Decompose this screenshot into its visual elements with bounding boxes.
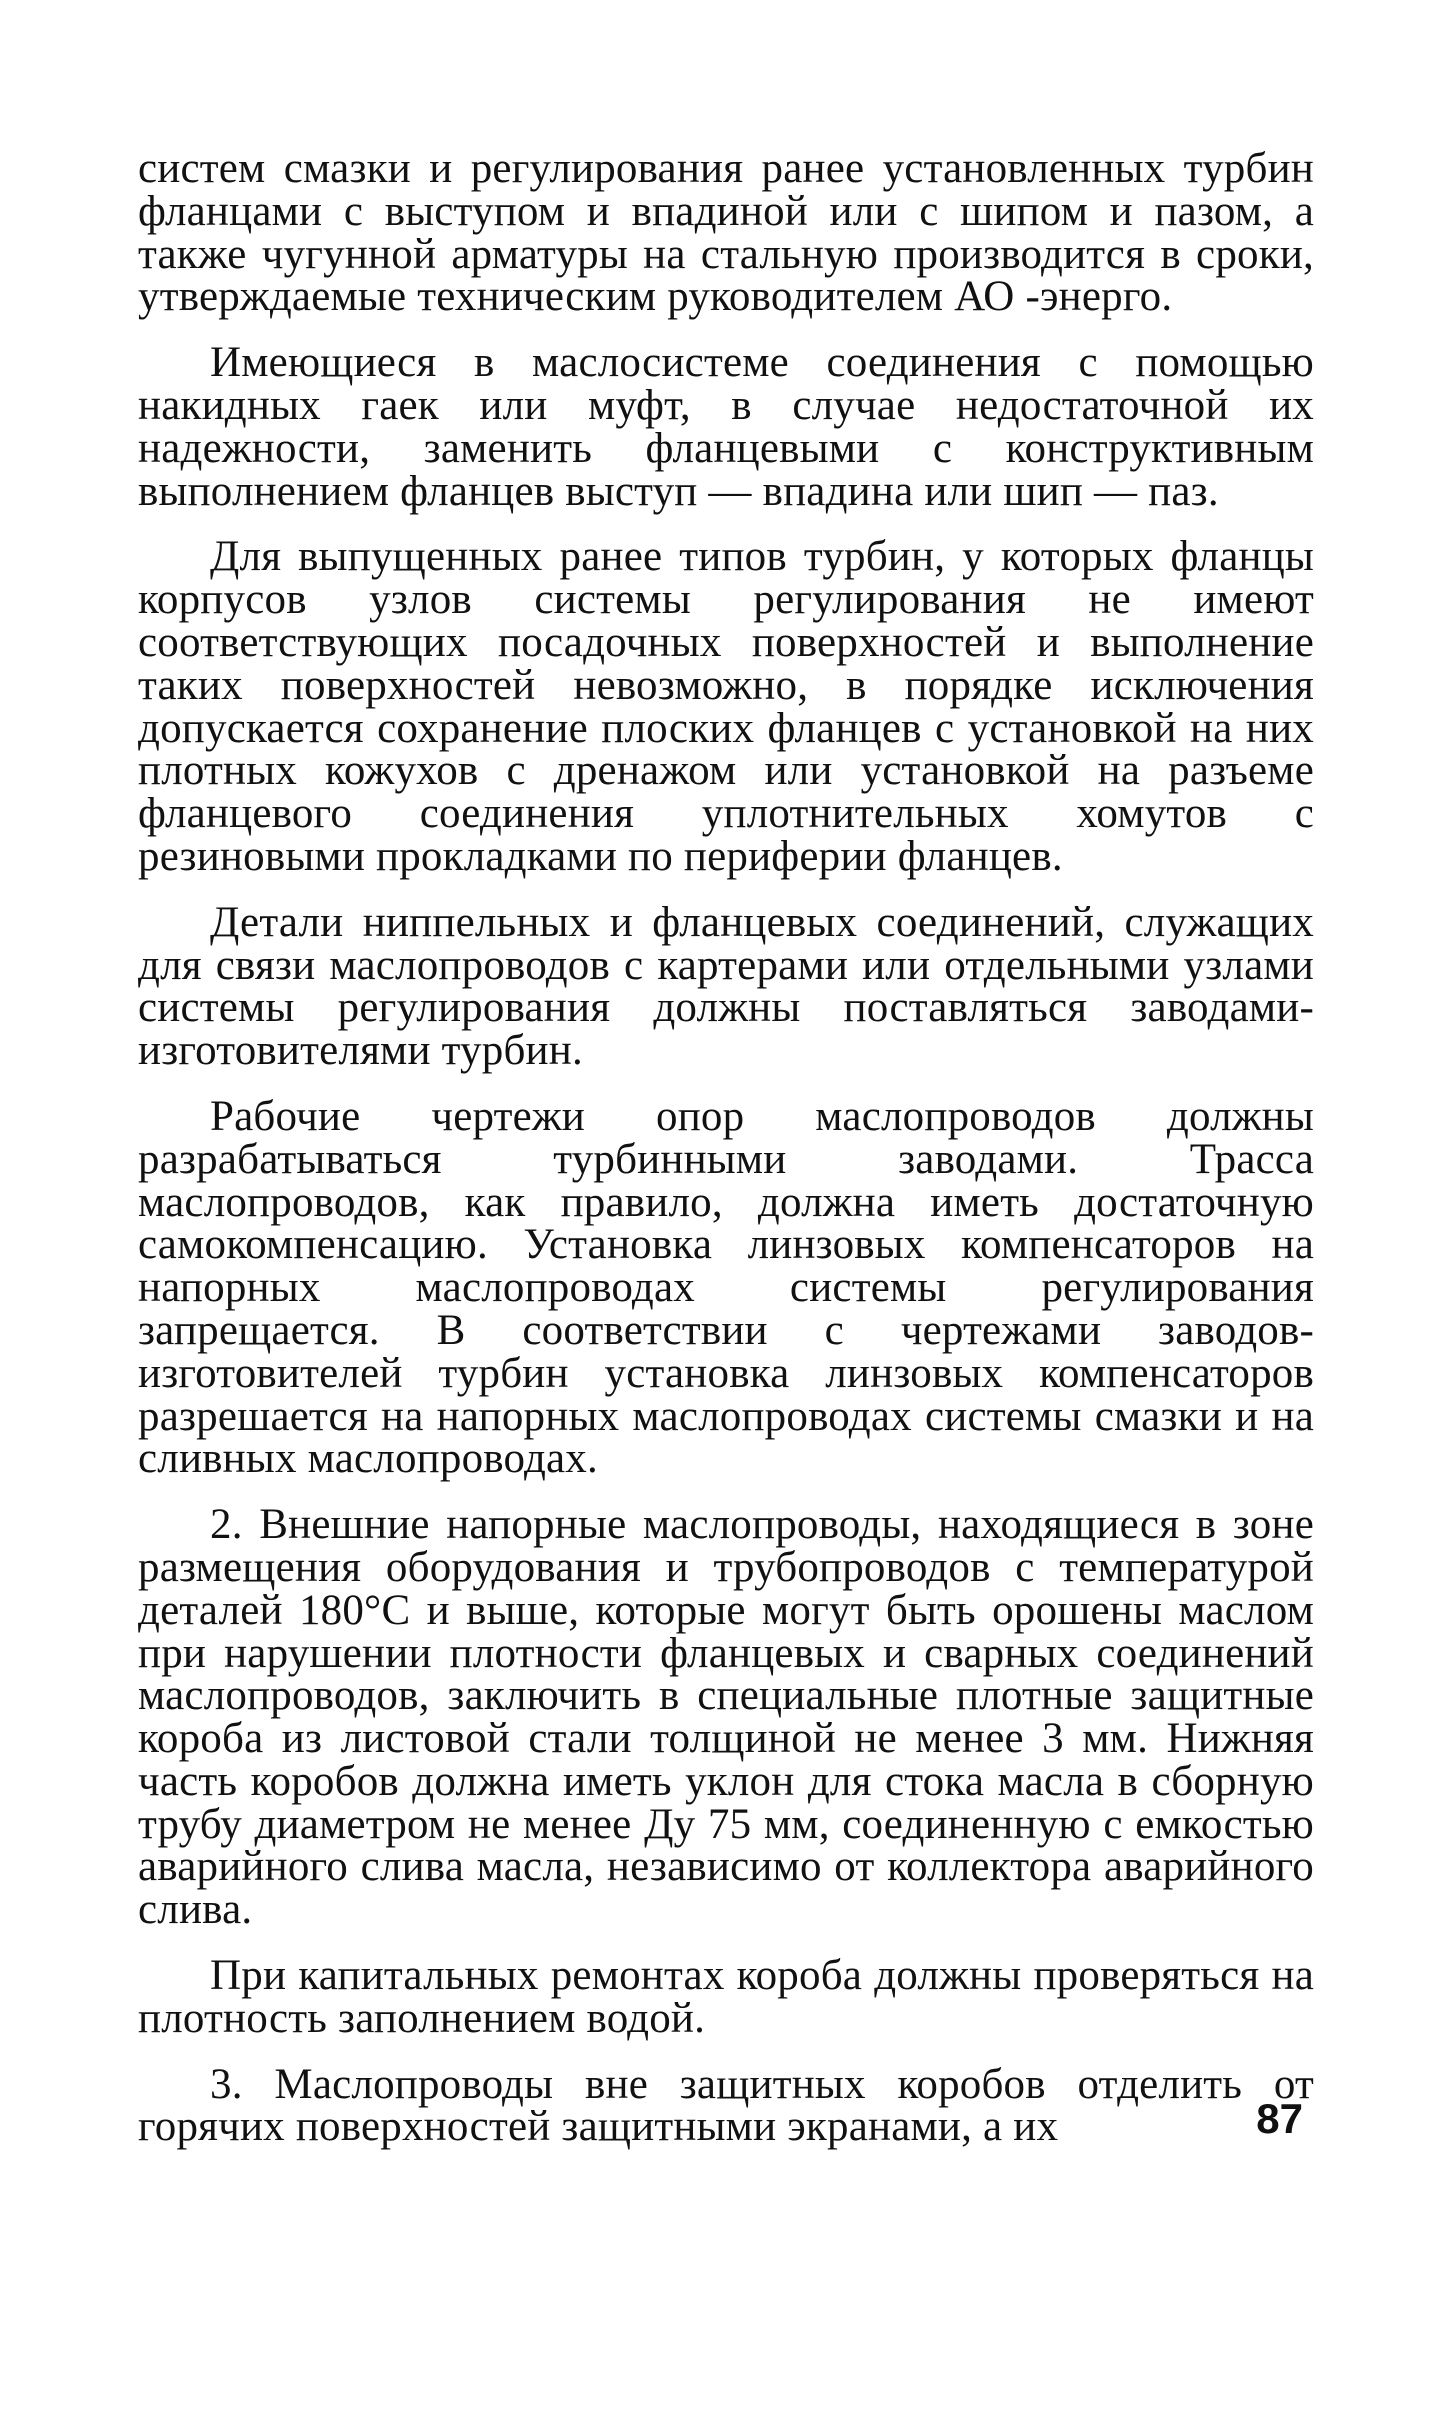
document-page [138,145,1314,2172]
paragraph-flanges: Для выпущенных ранее типов турбин, у которых фланцы корпусов узлов системы регулирования не имеют соответствующих посадочных поверхностей и выполнение таких поверхностей невозможно, в порядке исключения допускается сохранение плоских фланцев с установкой на них плотных кожухов с дренажом или установкой на разъеме фланцевого соединения уплотнительных хомутов с резиновыми прокладками по периферии фланцев. [138,533,1314,880]
paragraph-working-drawings: Рабочие чертежи опор маслопроводов должны разрабатываться турбинными заводами. Трасса маслопроводов, как правило, должна иметь достаточную самокомпенсацию. Установка линзовых компенсаторов на напорных маслопроводах системы регулирования запрещается. В соответствии с чертежами заводов-изготовителей турбин установка линзовых компенсаторов разрешается на напорных маслопроводах системы смазки и на сливных маслопроводах. [138,1092,1314,1483]
paragraph-nipple-details: Детали ниппельных и фланцевых соединений, служащих для связи маслопроводов с картерами или отдельными узлами системы регулирования должны поставляться заводами-изготовителями турбин. [138,898,1314,1075]
paragraph-item-3: 3. Маслопроводы вне защитных коробов отделить от горячих поверхностей защитными экранами, а их [138,2060,1314,2151]
page-number: 87 [1256,2095,1303,2142]
paragraph-repairs: При капитальных ремонтах короба должны проверяться на плотность заполнением водой. [138,1952,1314,2042]
paragraph-item-2: 2. Внешние напорные маслопроводы, находящиеся в зоне размещения оборудования и трубопроводов с температурой деталей 180°С и выше, которые могут быть орошены маслом при нарушении плотности фланцевых и сварных соединений маслопроводов, заключить в специальные плотные защитные короба из листовой стали толщиной не менее 3 мм. Нижняя часть коробов должна иметь уклон для стока масла в сборную трубу диаметром не менее Ду 75 мм, соединенную с емкостью аварийного слива масла, независимо от коллектора аварийного слива. [138,1501,1314,1934]
paragraph-connections: Имеющиеся в маслосистеме соединения с помощью накидных гаек или муфт, в случае недостаточной их надежности, заменить фланцевыми с конструктивным выполнением фланцев выступ — впадина или шип — паз. [138,339,1314,515]
paragraph-continuation: систем смазки и регулирования ранее установленных турбин фланцами с выступом и впадиной или с шипом и пазом, а также чугунной арматуры на стальную производится в сроки, утверждаемые техническим руководителем АО -энерго. [138,145,1314,321]
